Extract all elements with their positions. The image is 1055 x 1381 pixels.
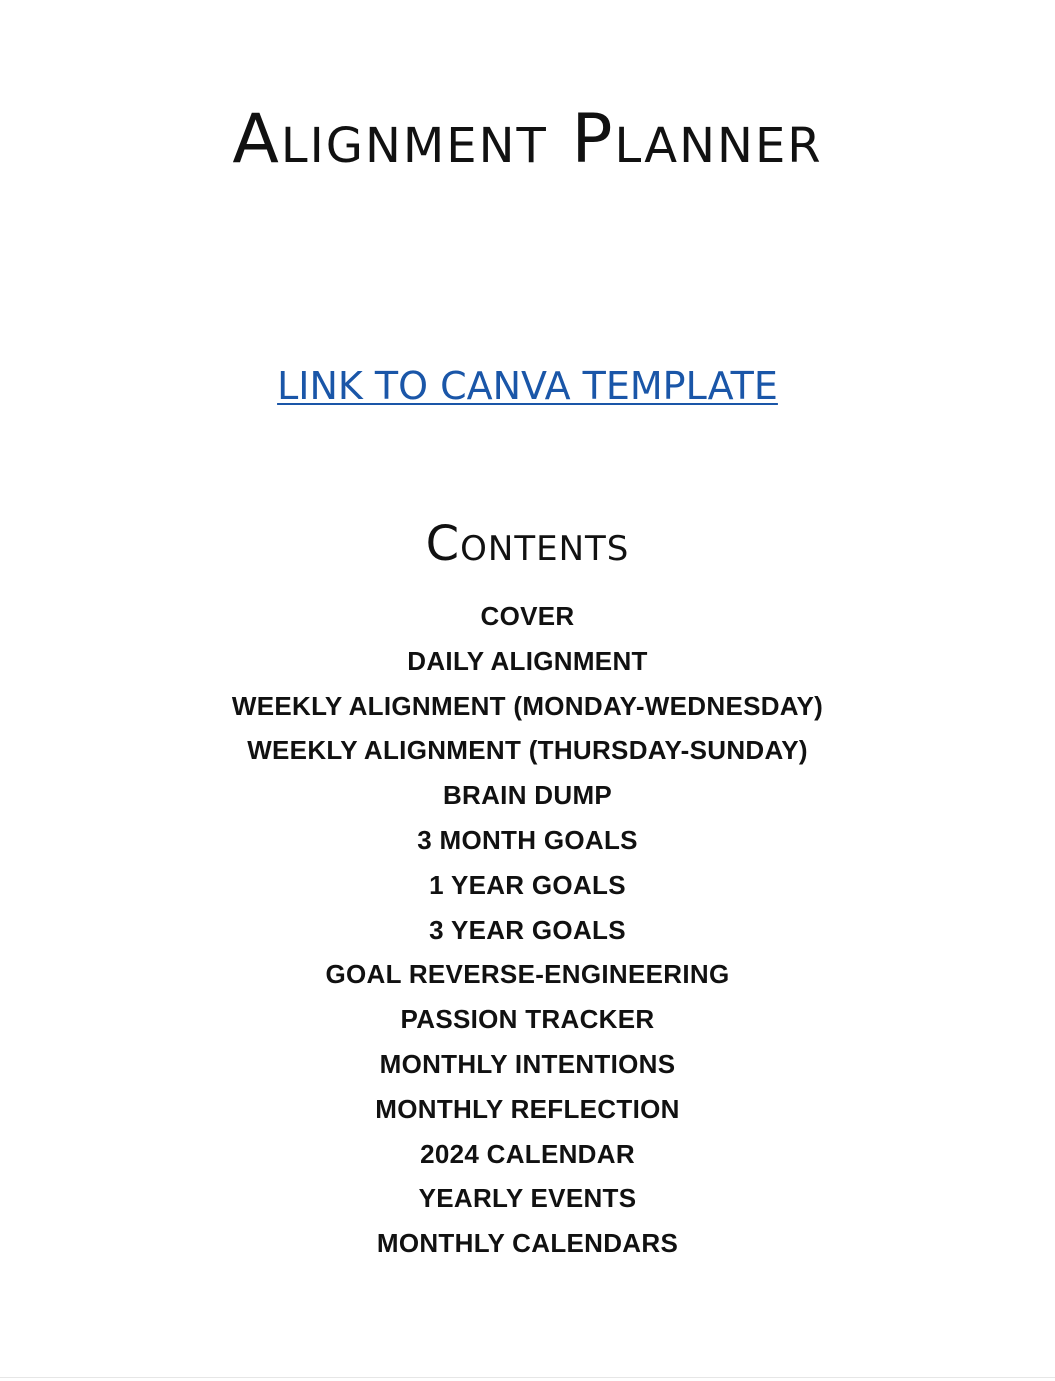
page-bottom-divider <box>0 1377 1055 1378</box>
contents-item: 1 YEAR GOALS <box>429 869 626 900</box>
contents-list <box>0 594 1055 1266</box>
contents-item: MONTHLY CALENDARS <box>376 1228 679 1259</box>
contents-item: WEEKLY ALIGNMENT (MONDAY-WEDNESDAY) <box>231 690 824 721</box>
contents-heading: Contents <box>425 516 630 572</box>
contents-item: WEEKLY ALIGNMENT (THURSDAY-SUNDAY) <box>247 735 808 766</box>
contents-item: 3 YEAR GOALS <box>429 914 626 945</box>
contents-item: BRAIN DUMP <box>442 780 613 811</box>
contents-item: 3 MONTH GOALS <box>417 824 638 855</box>
contents-item: MONTHLY REFLECTION <box>375 1093 680 1124</box>
canva-template-link[interactable]: LINK TO CANVA TEMPLATE <box>277 364 778 408</box>
contents-item: GOAL REVERSE-ENGINEERING <box>325 959 730 990</box>
contents-item: COVER <box>480 601 575 631</box>
contents-item: PASSION TRACKER <box>400 1004 655 1035</box>
contents-item: 2024 CALENDAR <box>420 1138 635 1169</box>
document-title: Alignment Planner <box>232 100 823 179</box>
contents-item: DAILY ALIGNMENT <box>407 645 648 676</box>
contents-item: YEARLY EVENTS <box>418 1183 637 1214</box>
contents-item: MONTHLY INTENTIONS <box>379 1048 676 1079</box>
link-container <box>0 360 1055 412</box>
